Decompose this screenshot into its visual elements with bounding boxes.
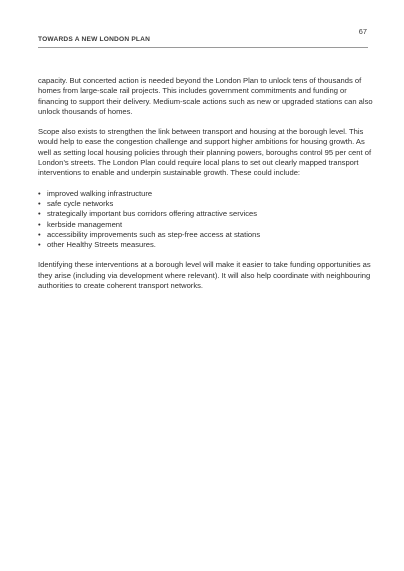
- list-item-text: improved walking infrastructure: [47, 188, 153, 198]
- list-item: [38, 189, 373, 199]
- list-item: [38, 240, 373, 250]
- list-item-text: kerbside management: [47, 219, 123, 229]
- paragraph-identifying-interventions: Identifying these interventions at a borough level will make it easier to take funding opportunities as they arise (including via development where relevant). It will also help coordinate with neighbouring authorities to create coherent transport networks.: [38, 260, 371, 291]
- bullet-icon: •: [38, 188, 41, 198]
- bullet-icon: •: [38, 240, 41, 250]
- bullet-icon: •: [38, 209, 41, 219]
- list-item: [38, 199, 373, 209]
- list-item-text: safe cycle networks: [47, 198, 114, 208]
- bullet-icon: •: [38, 229, 41, 239]
- bullet-icon: •: [38, 219, 41, 229]
- bullet-icon: •: [38, 198, 41, 208]
- list-item: [38, 209, 373, 219]
- paragraph-rail-capacity: capacity. But concerted action is needed beyond the London Plan to unlock tens of thousands of homes from large-scale rail projects. This includes government commitments and funding or financing to support their delivery. Medium-scale actions such as new or upgraded stations can also unlock thousands of homes.: [38, 76, 373, 116]
- paragraph-transport-housing: Scope also exists to strengthen the link between transport and housing at the borough level. This would help to ease the congestion challenge and support higher ambitions for housing growth. As well as setting local housing policies through their planning powers, boroughs control 95 per cent of London’s streets. The London Plan could require local plans to set out clearly mapped transport interventions to enable and underpin sustainable growth. These could include:: [38, 127, 372, 178]
- running-header-title: TOWARDS A NEW LONDON PLAN: [38, 36, 151, 43]
- interventions-list: [38, 189, 373, 251]
- list-item: [38, 220, 373, 230]
- list-item-text: strategically important bus corridors offering attractive services: [47, 209, 258, 219]
- header-divider: [38, 47, 368, 48]
- list-item: [38, 230, 373, 240]
- list-item-text: accessibility improvements such as step-free access at stations: [47, 229, 261, 239]
- page-number: 67: [358, 27, 367, 36]
- body-text: [38, 76, 373, 301]
- list-item-text: other Healthy Streets measures.: [47, 240, 156, 250]
